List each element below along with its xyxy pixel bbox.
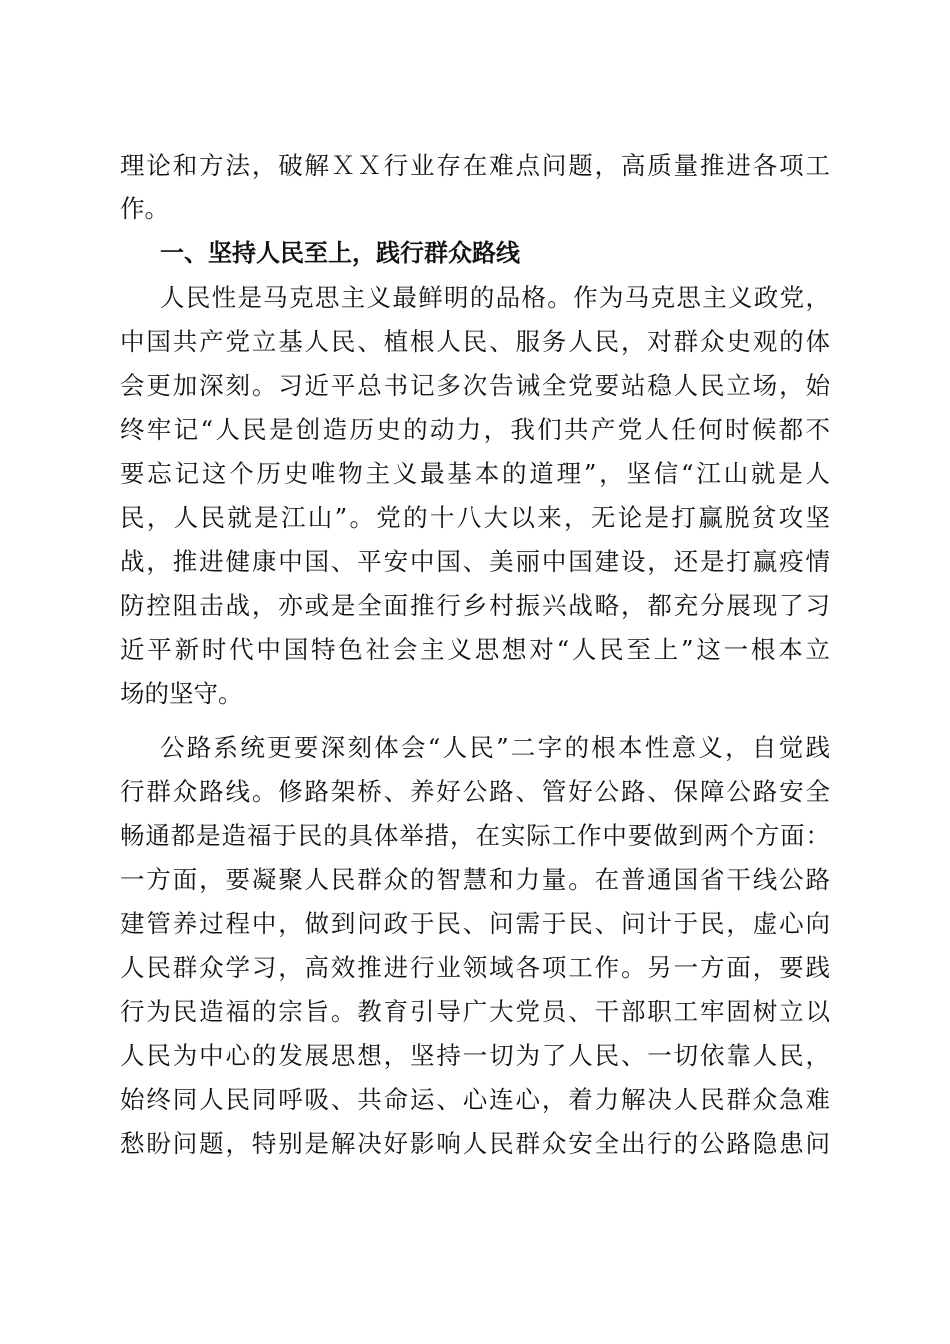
paragraph-1-line: 民，人民就是江山”。党的十八大以来，无论是打赢脱贫攻坚	[120, 503, 830, 532]
paragraph-1-line: 会更加深刻。习近平总书记多次告诫全党要站稳人民立场，始	[120, 371, 830, 400]
paragraph-1-line: 人民性是马克思主义最鲜明的品格。作为马克思主义政党，	[160, 283, 830, 312]
paragraph-2-line: 一方面，要凝聚人民群众的智慧和力量。在普通国省干线公路	[120, 865, 830, 894]
paragraph-1-line: 场的坚守。	[120, 679, 243, 708]
paragraph-2-line: 畅通都是造福于民的具体举措，在实际工作中要做到两个方面：	[120, 821, 830, 850]
paragraph-1-line: 战，推进健康中国、平安中国、美丽中国建设，还是打赢疫情	[120, 547, 830, 576]
intro-line-2: 作。	[120, 194, 169, 223]
paragraph-2-line: 始终同人民同呼吸、共命运、心连心，着力解决人民群众急难	[120, 1085, 830, 1114]
intro-line-1: 理论和方法，破解ＸＸ行业存在难点问题，高质量推进各项工	[120, 151, 830, 180]
paragraph-1-line: 终牢记“人民是创造历史的动力，我们共产党人任何时候都不	[120, 415, 830, 444]
paragraph-2-line: 愁盼问题，特别是解决好影响人民群众安全出行的公路隐患问	[120, 1129, 830, 1158]
paragraph-2-line: 行为民造福的宗旨。教育引导广大党员、干部职工牢固树立以	[120, 997, 830, 1026]
paragraph-1-line: 中国共产党立基人民、植根人民、服务人民，对群众史观的体	[120, 327, 830, 356]
paragraph-1-line: 近平新时代中国特色社会主义思想对“人民至上”这一根本立	[120, 635, 830, 664]
paragraph-2-line: 建管养过程中，做到问政于民、问需于民、问计于民，虚心向	[120, 909, 830, 938]
paragraph-2-line: 人民为中心的发展思想，坚持一切为了人民、一切依靠人民，	[120, 1041, 830, 1070]
paragraph-2-line: 行群众路线。修路架桥、养好公路、管好公路、保障公路安全	[120, 777, 830, 806]
paragraph-2-line: 人民群众学习，高效推进行业领域各项工作。另一方面，要践	[120, 953, 830, 982]
paragraph-1-line: 要忘记这个历史唯物主义最基本的道理”，坚信“江山就是人	[120, 459, 830, 488]
paragraph-1-line: 防控阻击战，亦或是全面推行乡村振兴战略，都充分展现了习	[120, 591, 830, 620]
paragraph-2-line: 公路系统更要深刻体会“人民”二字的根本性意义，自觉践	[160, 733, 830, 762]
section-heading: 一、坚持人民至上，践行群众路线	[160, 239, 520, 267]
